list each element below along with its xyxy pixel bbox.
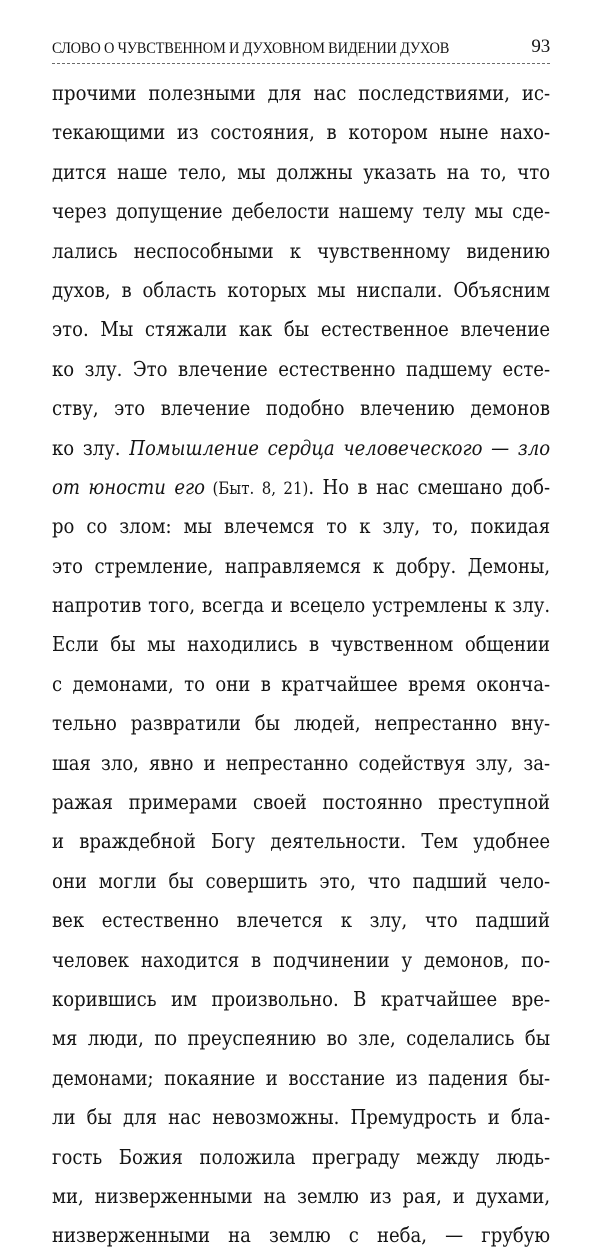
text-line: и враждебной Богу деятельности. Тем удобнее	[52, 829, 551, 854]
running-title: СЛОВО О ЧУВСТВЕННОМ И ДУХОВНОМ ВИДЕНИИ ДУХОВ	[52, 40, 450, 57]
text-line: корившись им произвольно. В кратчайшее вре-	[52, 986, 551, 1011]
text-line: напротив того, всегда и всецело устремлены к злу.	[52, 593, 551, 618]
text-line: ли бы для нас невозможны. Премудрость и бла-	[52, 1105, 551, 1130]
text-line: духов, в область которых мы ниспали. Объясним	[52, 277, 551, 302]
text-line: ражая примерами своей постоянно преступной	[52, 790, 551, 815]
text-line: низверженными на землю с неба, — грубую	[52, 1223, 551, 1248]
text-line: лались неспособными к чувственному видению	[52, 238, 551, 263]
text-line: это стремление, направляемся к добру. Демоны,	[52, 553, 551, 578]
text-line: человек находится в подчинении у демонов, по-	[52, 947, 551, 972]
text-line-with-reference: от юности его (Быт. 8, 21). Но в нас смешано доб-	[52, 474, 551, 499]
text-line: демонами; покаяние и восстание из падения бы-	[52, 1065, 551, 1090]
text-line: ству, это влечение подобно влечению демонов	[52, 396, 551, 421]
text-line: ко злу. Это влечение естественно падшему есте-	[52, 356, 551, 381]
text-line: они могли бы совершить это, что падший чело-	[52, 868, 551, 893]
text-line: шая зло, явно и непрестанно содействуя злу, за-	[52, 750, 551, 775]
text-line-with-quote: ко злу. Помышление сердца человеческого — зло	[52, 435, 551, 460]
text-line: текающими из состояния, в котором ныне нахо-	[52, 120, 551, 145]
text-line: прочими полезными для нас последствиями, ис-	[52, 81, 551, 105]
text-line: дится наше тело, мы должны указать на то, что	[52, 159, 551, 184]
body-text	[52, 74, 550, 1256]
text-line: мя люди, по преуспеянию во зле, соделались бы	[52, 1026, 551, 1051]
text-line: Если бы мы находились в чувственном общении	[52, 632, 551, 657]
running-head	[52, 38, 550, 62]
text-line: ро со злом: мы влечемся то к злу, то, покидая	[52, 514, 551, 539]
text-line: с демонами, то они в кратчайшее время оконча-	[52, 671, 551, 696]
text-line: век естественно влечется к злу, что падший	[52, 908, 551, 933]
scripture-quote: от юности его	[52, 474, 205, 499]
text-line: это. Мы стяжали как бы естественное влечение	[52, 317, 551, 342]
text-line: ми, низверженными на землю из рая, и духами,	[52, 1183, 551, 1208]
scripture-quote: Помышление сердца человеческого — зло	[129, 435, 551, 460]
header-rule	[52, 63, 550, 64]
text-line: через допущение дебелости нашему телу мы сде-	[52, 199, 551, 224]
text-line: тельно развратили бы людей, непрестанно вну-	[52, 711, 551, 736]
page-number: 93	[531, 36, 550, 57]
scripture-reference: (Быт. 8, 21)	[204, 478, 309, 499]
text-line: гость Божия положила преграду между людь-	[52, 1144, 551, 1169]
